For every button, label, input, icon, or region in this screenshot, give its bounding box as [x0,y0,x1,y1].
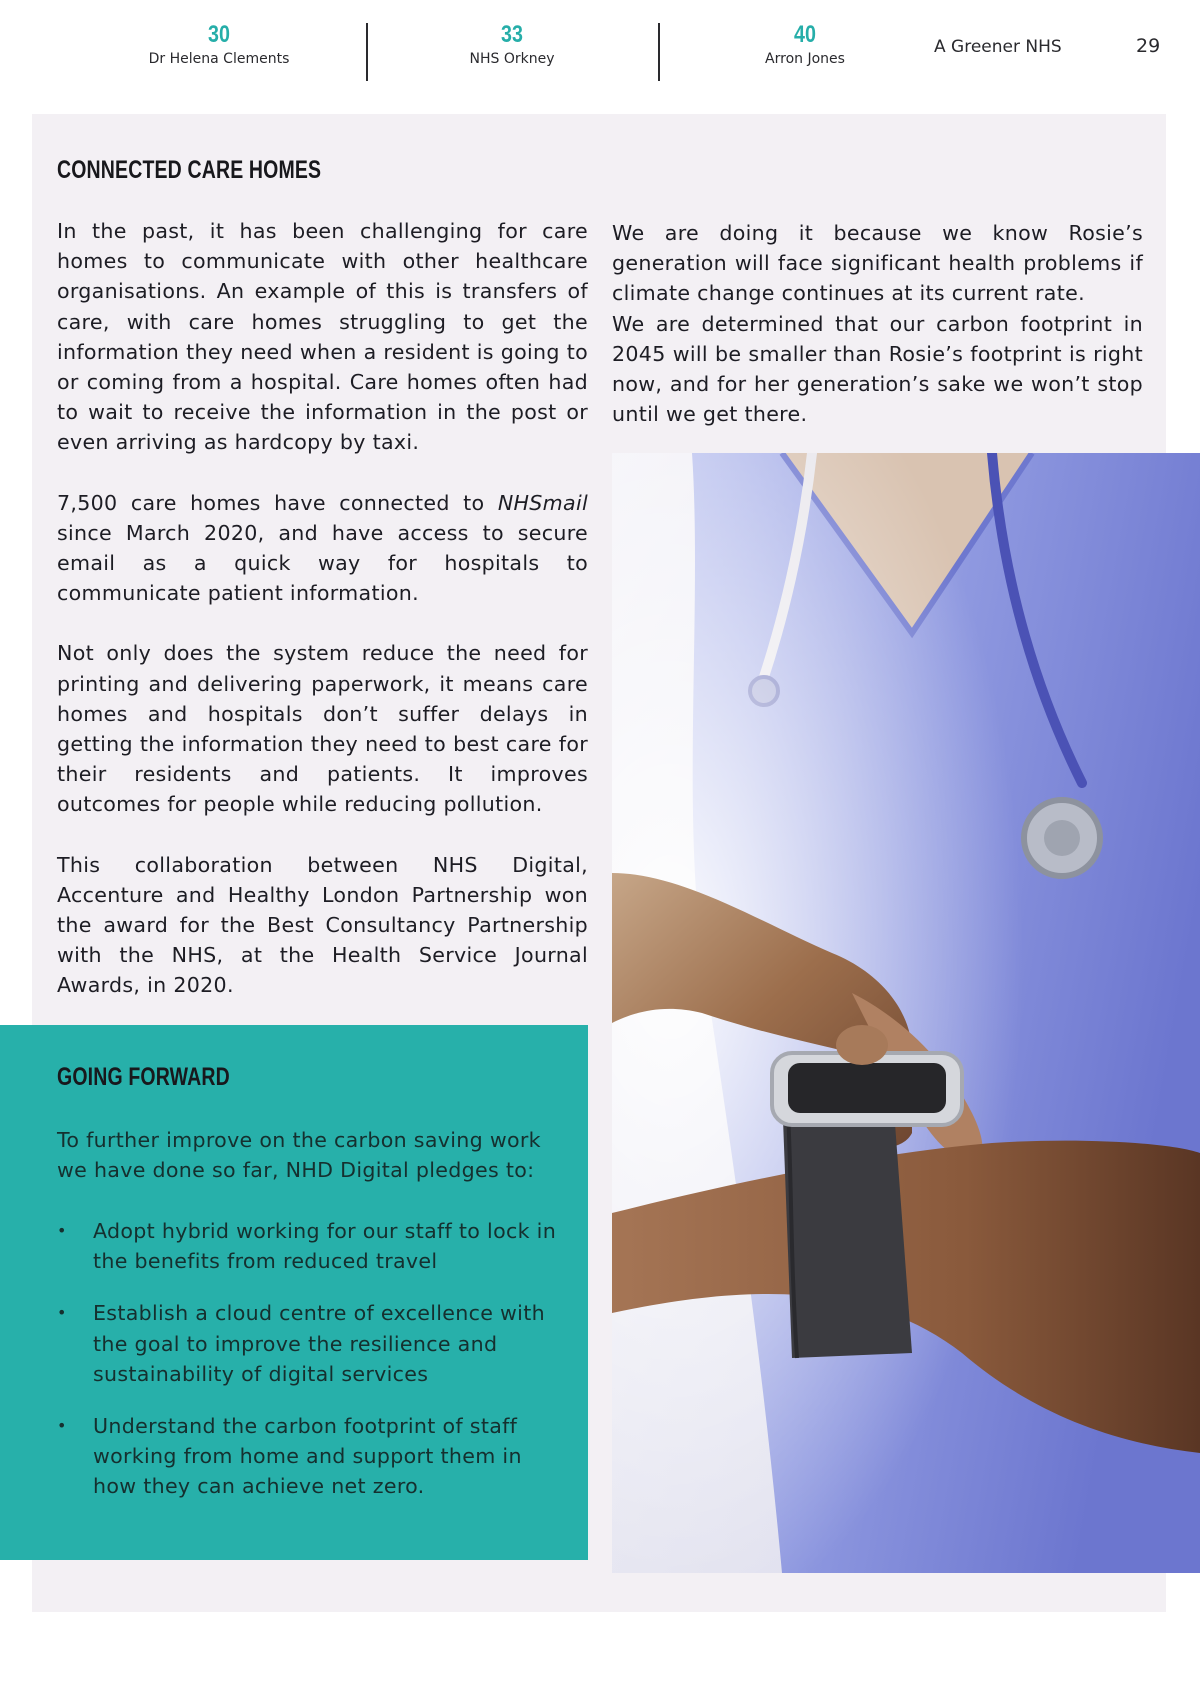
photo-clinician-smartwatch [612,453,1200,1573]
publication-title: A Greener NHS [934,37,1062,57]
nav-page-number: 30 [208,21,230,48]
section-heading-going-forward: GOING FORWARD [57,1063,230,1091]
nhsmail-name: NHSmail [497,490,588,515]
left-column [57,216,588,1031]
nav-link-arron-jones[interactable] [705,22,905,67]
bullet-icon: • [57,1303,67,1323]
photo-illustration [612,453,1200,1573]
paragraph: Not only does the system reduce the need for printing and delivering paperwork, it means care homes and hospitals don’t suffer delays in getting the information they need to best care for their residents and patients. It improves outcomes for people while reducing pollution. [57,641,588,817]
pledge-item [57,1411,567,1502]
page-number: 29 [1136,35,1161,57]
pledge-item [57,1216,567,1276]
nav-divider [658,23,660,81]
paragraph: This collaboration between NHS Digital, Accenture and Healthy London Partnership won the award for the Best Consultancy Partnership with the NHS, at the Health Service Journal Awards, in 2020. [57,852,588,998]
paragraph: We are doing it because we know Rosie’s generation will face significant health problems if climate change continues at its current rate. [612,221,1143,306]
pledge-text: Establish a cloud centre of excellence with the goal to improve the resilience and sustainability of digital services [93,1301,545,1386]
nav-page-number: 40 [794,21,816,48]
pledge-list [57,1216,567,1524]
nav-link-nhs-orkney[interactable] [412,22,612,67]
nav-divider [366,23,368,81]
nav-link-dr-helena-clements[interactable] [119,22,319,67]
nav-page-number: 33 [501,21,523,48]
section-heading-connected-care-homes: CONNECTED CARE HOMES [57,156,322,184]
paragraph: We are determined that our carbon footprint in 2045 will be smaller than Rosie’s footprint is right now, and for her generation’s sake we won’t stop until we get there. [612,311,1143,427]
nav-label: Arron Jones [765,51,845,67]
nav-label: Dr Helena Clements [148,51,290,67]
paragraph: In the past, it has been challenging for care homes to communicate with other healthcare organisations. An example of this is transfers of care, with care homes struggling to get the information they need when a resident is going to or coming from a hospital. Care homes often had to wait to receive the information in the post or even arriving as hardcopy by taxi. [57,219,588,455]
nav-label: NHS Orkney [469,51,555,67]
paragraph-text: since March 2020, and have access to secure email as a quick way for hospitals to communicate patient information. [57,520,588,606]
paragraph-text: 7,500 care homes have connected to [57,490,498,515]
going-forward-intro: To further improve on the carbon saving work we have done so far, NHD Digital pledges to: [57,1128,541,1183]
pledge-item [57,1298,567,1389]
right-column [612,218,1143,429]
paragraph [57,488,588,609]
page-header [0,0,1200,100]
pledge-text: Understand the carbon footprint of staff working from home and support them in how they can achieve net zero. [93,1414,522,1499]
bullet-icon: • [57,1221,67,1240]
bullet-icon: • [57,1416,67,1436]
pledge-text: Adopt hybrid working for our staff to lock in the benefits from reduced travel [93,1219,557,1274]
